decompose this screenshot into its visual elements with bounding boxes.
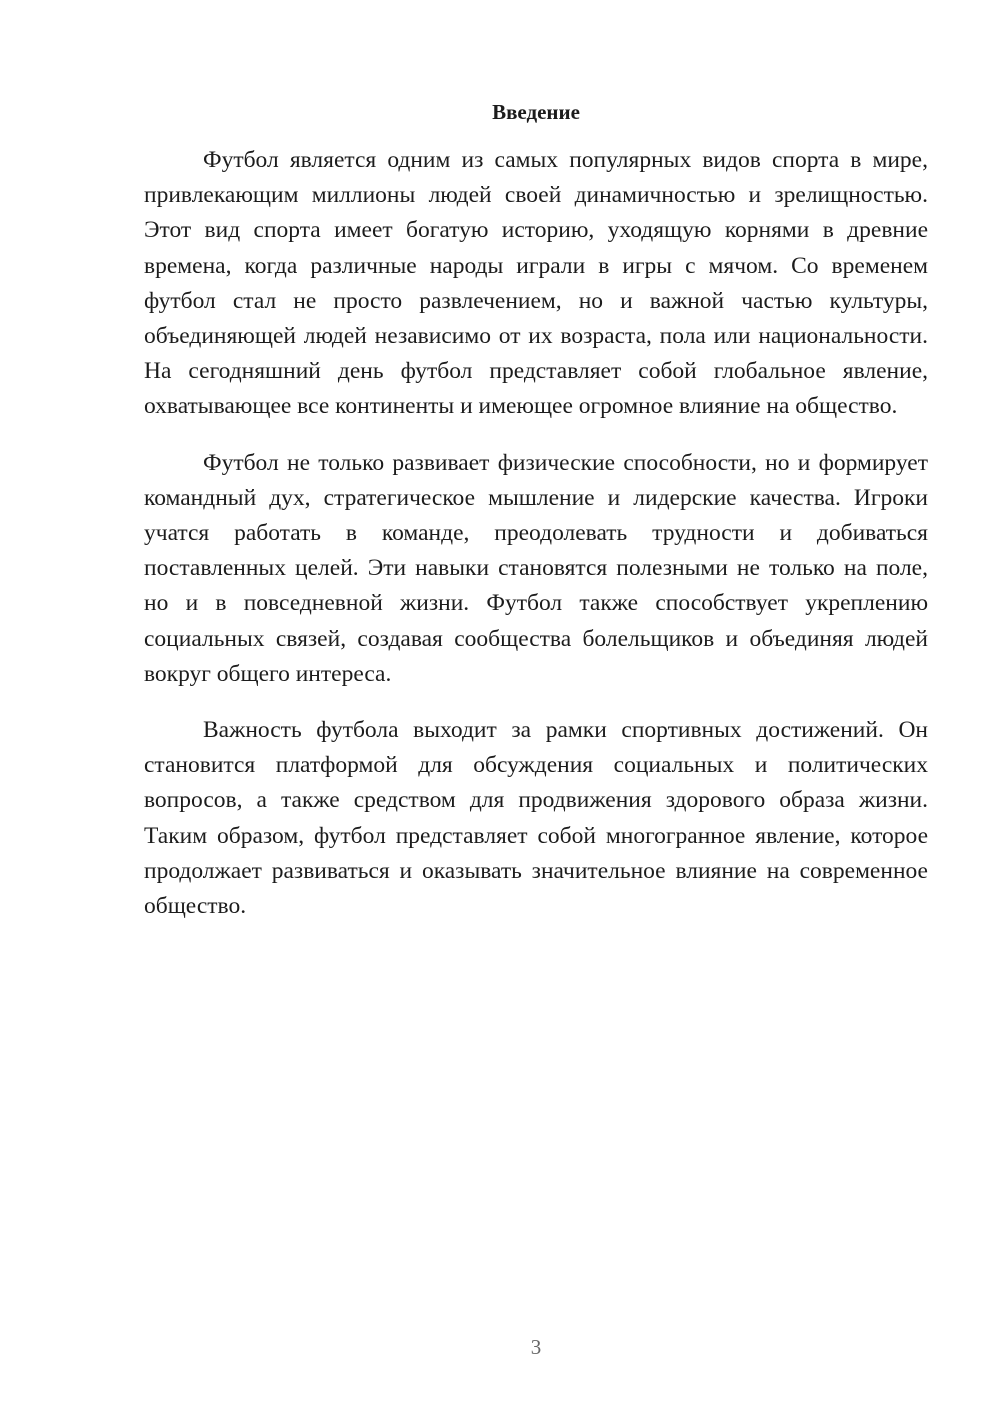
paragraph-2: Футбол не только развивает физические способности, но и формирует командный дух, стратегическое мышление и лидерские качества. Игроки учатся работать в команде, преодолевать трудности и добиваться поставленных целей. Эти навыки становятся полезными не только на поле, но и в повседневной жизни. Футбол также способствует укреплению социальных связей, создавая сообщества болельщиков и объединяя людей вокруг общего интереса. bbox=[144, 449, 928, 687]
paragraph-1: Футбол является одним из самых популярных видов спорта в мире, привлекающим миллионы людей своей динамичностью и зрелищностью. Этот вид спорта имеет богатую историю, уходящую корнями в древние времена, когда различные народы играли в игры с мячом. Со временем футбол стал не просто развлечением, но и важной частью культуры, объединяющей людей независимо от их возраста, пола или национальности. На сегодняшний день футбол представляет собой глобальное явление, охватывающее все континенты и имеющее огромное влияние на общество. bbox=[144, 147, 928, 420]
section-title: Введение bbox=[492, 100, 580, 124]
body-text bbox=[144, 143, 928, 945]
paragraph-3: Важность футбола выходит за рамки спортивных достижений. Он становится платформой для обсуждения социальных и политических вопросов, а также средством для продвижения здорового образа жизни. Таким образом, футбол представляет собой многогранное явление, которое продолжает развиваться и оказывать значительное влияние на современное общество. bbox=[144, 717, 928, 920]
page-number: 3 bbox=[530, 1335, 542, 1359]
